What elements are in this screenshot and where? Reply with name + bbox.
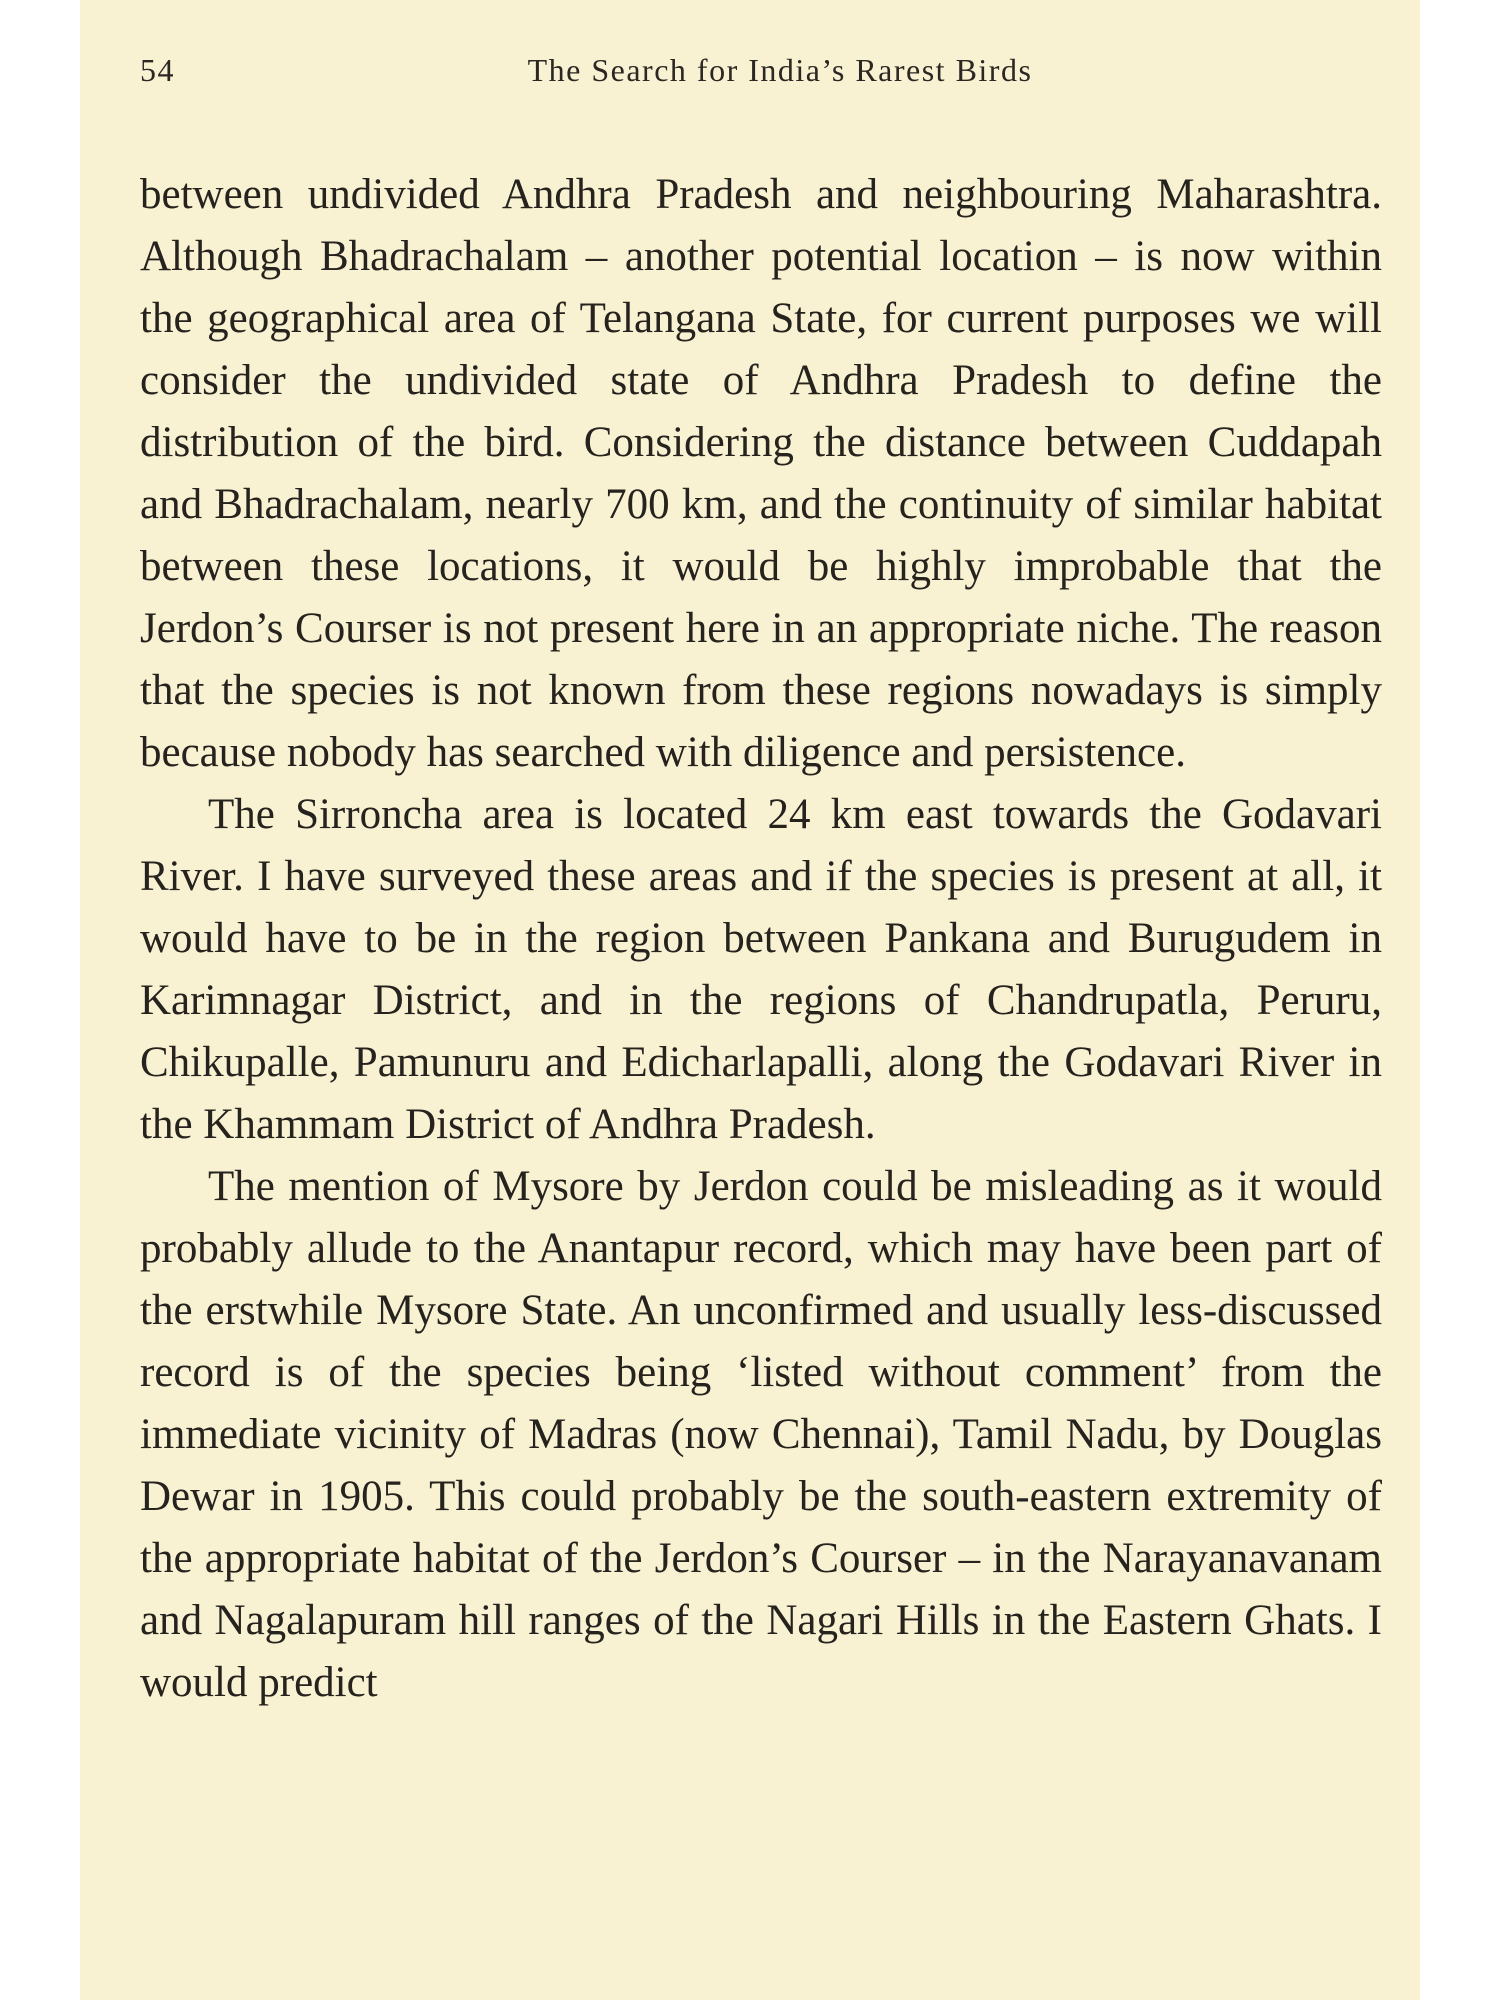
book-page (80, 0, 1420, 2000)
book-title: The Search for India’s Rarest Birds (527, 52, 1033, 88)
running-head (140, 52, 1360, 96)
body-text (140, 164, 1382, 1714)
paragraph-continued: between undivided Andhra Pradesh and neighbouring Maharashtra. Although Bhadrachalam – another potential location – is now within the geographical area of Telangana State, for current purposes we will consider the undivided state of Andhra Pradesh to define the distribution of the bird. Considering the distance between Cuddapah and Bhadrachalam, nearly 700 km, and the continuity of similar habitat between these locations, it would be highly improbable that the Jerdon’s Courser is not present here in an appropriate niche. The reason that the species is not known from these regions nowadays is simply because nobody has searched with diligence and persistence. (140, 171, 1382, 776)
page-number: 54 (140, 52, 175, 88)
paragraph-mysore: The mention of Mysore by Jerdon could be misleading as it would probably allude to the Anantapur record, which may have been part of the erstwhile Mysore State. An unconfirmed and usually less-discussed record is of the species being ‘listed without comment’ from the immediate vicinity of Madras (now Chennai), Tamil Nadu, by Douglas Dewar in 1905. This could probably be the south-eastern extremity of the appropriate habitat of the Jerdon’s Courser – in the Narayanavanam and Nagalapuram hill ranges of the Nagari Hills in the Eastern Ghats. I would predict (140, 1163, 1382, 1706)
paragraph-sirroncha: The Sirroncha area is located 24 km east towards the Godavari River. I have surveyed these areas and if the species is present at all, it would have to be in the region between Pankana and Burugudem in Karimnagar District, and in the regions of Chandrupatla, Peruru, Chikupalle, Pamunuru and Edicharlapalli, along the Godavari River in the Khammam District of Andhra Pradesh. (140, 791, 1382, 1148)
